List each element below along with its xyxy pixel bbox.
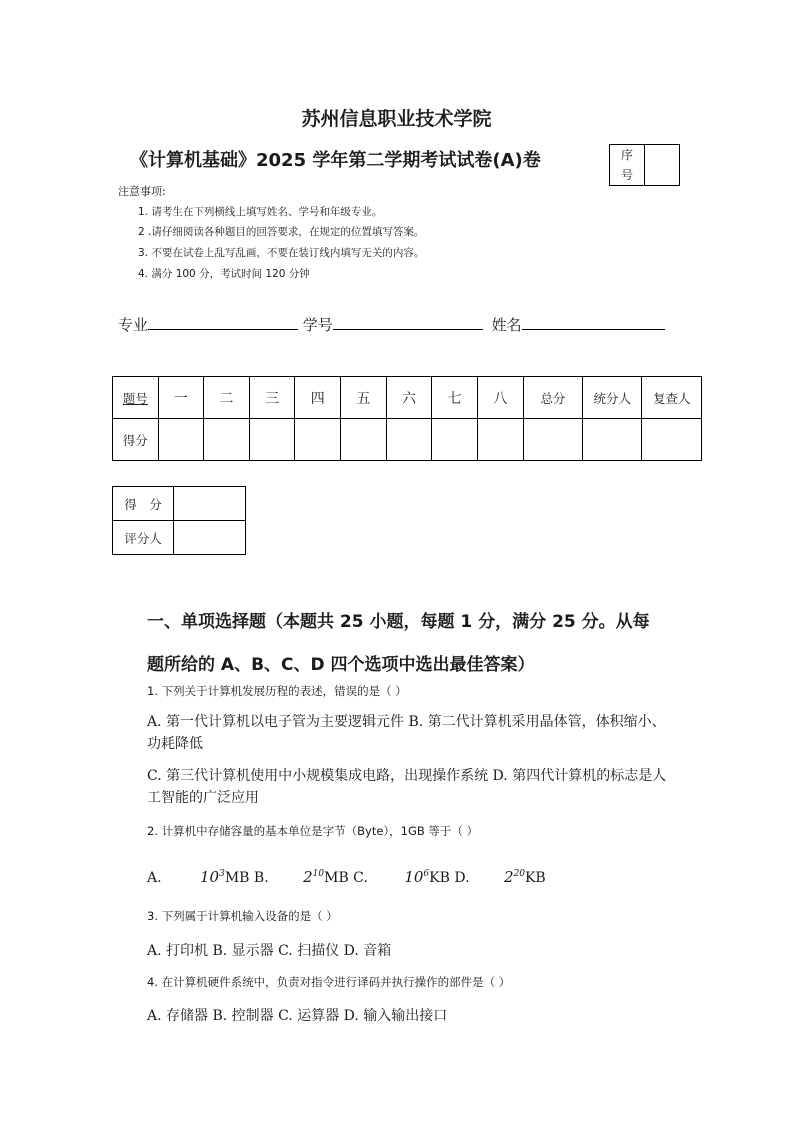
note-item-1: 1. 请考生在下列横线上填写姓名、学号和年级专业。: [138, 206, 383, 218]
score-cell[interactable]: [158, 419, 204, 461]
notes-title: 注意事项:: [118, 185, 166, 198]
name-blank[interactable]: [522, 315, 665, 330]
q2-option-a-label: A.: [147, 870, 162, 886]
grader-name-row: [113, 521, 246, 555]
question-2-stem: 2. 计算机中存储容量的基本单位是字节（Byte），1GB 等于（ ）: [147, 824, 479, 838]
q2-option-b-unit: MB C.: [324, 870, 368, 886]
header-cell-7: 七: [432, 377, 478, 419]
note-item-2: 2 .请仔细阅读各种题目的回答要求，在规定的位置填写答案。: [138, 226, 425, 238]
q2-option-c-unit: KB D.: [429, 870, 470, 886]
score-cell[interactable]: [249, 419, 295, 461]
name-label: 姓名: [491, 316, 522, 334]
section-title-line-2: 题所给的 A、B、C、D 四个选项中选出最佳答案）: [147, 655, 535, 675]
score-cell-reviewer[interactable]: [642, 419, 702, 461]
header-cell-1: 一: [158, 377, 204, 419]
section-title-line-1: 一、单项选择题（本题共 25 小题，每题 1 分，满分 25 分。从每: [147, 612, 650, 632]
grader-score-row: [113, 487, 246, 521]
header-cell-6: 六: [386, 377, 432, 419]
header-cell-question-no: 题号: [113, 377, 159, 419]
exam-title: 《计算机基础》2025 学年第二学期考试试卷(A)卷: [130, 150, 541, 171]
question-3-options: A. 打印机 B. 显示器 C. 扫描仪 D. 音箱: [147, 943, 392, 959]
sequence-label-char-2: 号: [620, 168, 633, 182]
score-cell[interactable]: [386, 419, 432, 461]
header-cell-total: 总分: [523, 377, 582, 419]
header-cell-tallier: 统分人: [583, 377, 642, 419]
sequence-number-blank[interactable]: [645, 145, 679, 185]
q2-option-c-value: $10^6$: [404, 868, 430, 886]
score-cell[interactable]: [204, 419, 250, 461]
sequence-number-box: [609, 144, 680, 186]
header-cell-2: 二: [204, 377, 250, 419]
q2-option-d-unit: KB: [524, 870, 546, 886]
major-blank[interactable]: [148, 315, 298, 330]
score-cell[interactable]: [432, 419, 478, 461]
header-cell-reviewer: 复查人: [642, 377, 702, 419]
section-score-blank[interactable]: [174, 487, 246, 521]
sequence-label: [610, 145, 645, 185]
score-cell-tallier[interactable]: [583, 419, 642, 461]
q2-option-a-unit: MB B.: [224, 870, 269, 886]
q2-option-d-value: $2^{20}$: [503, 868, 525, 886]
sequence-label-char-1: 序: [620, 148, 633, 162]
header-cell-4: 四: [295, 377, 341, 419]
score-cell-total[interactable]: [523, 419, 582, 461]
section-score-label: 得 分: [113, 487, 174, 521]
section-grader-table: [112, 486, 246, 555]
question-4-stem: 4. 在计算机硬件系统中，负责对指令进行译码并执行操作的部件是（ ）: [147, 975, 511, 989]
score-table: [112, 376, 702, 461]
school-name: 苏州信息职业技术学院: [301, 108, 492, 130]
question-3-stem: 3. 下列属于计算机输入设备的是（ ）: [147, 909, 338, 923]
score-cell[interactable]: [295, 419, 341, 461]
score-table-score-row: [113, 419, 702, 461]
header-cell-8: 八: [477, 377, 523, 419]
question-1-options-ab: A. 第一代计算机以电子管为主要逻辑元件 B. 第二代计算机采用晶体管，体积缩小、功耗降低: [147, 714, 666, 752]
header-cell-5: 五: [341, 377, 387, 419]
student-id-label: 学号: [302, 316, 333, 334]
score-table-header-row: [113, 377, 702, 419]
q2-option-b-value: $2^{10}$: [303, 868, 325, 886]
student-info-fields: [118, 314, 665, 335]
note-item-3: 3. 不要在试卷上乱写乱画，不要在装订线内填写无关的内容。: [138, 247, 425, 259]
score-row-label: 得分: [113, 419, 159, 461]
question-2-options: [147, 868, 546, 886]
q2-option-a-value: $10^3$: [200, 868, 225, 886]
major-label: 专业: [118, 316, 149, 334]
grader-blank[interactable]: [174, 521, 246, 555]
student-id-blank[interactable]: [333, 315, 483, 330]
question-1-options-cd: C. 第三代计算机使用中小规模集成电路，出现操作系统 D. 第四代计算机的标志是人工智能的广泛应用: [147, 768, 667, 806]
score-cell[interactable]: [341, 419, 387, 461]
grader-label: 评分人: [113, 521, 174, 555]
header-cell-3: 三: [249, 377, 295, 419]
note-item-4: 4. 满分 100 分，考试时间 120 分钟: [138, 268, 310, 280]
question-1-stem: 1. 下列关于计算机发展历程的表述，错误的是（ ）: [147, 684, 407, 698]
score-cell[interactable]: [477, 419, 523, 461]
question-4-options: A. 存储器 B. 控制器 C. 运算器 D. 输入输出接口: [147, 1008, 448, 1024]
